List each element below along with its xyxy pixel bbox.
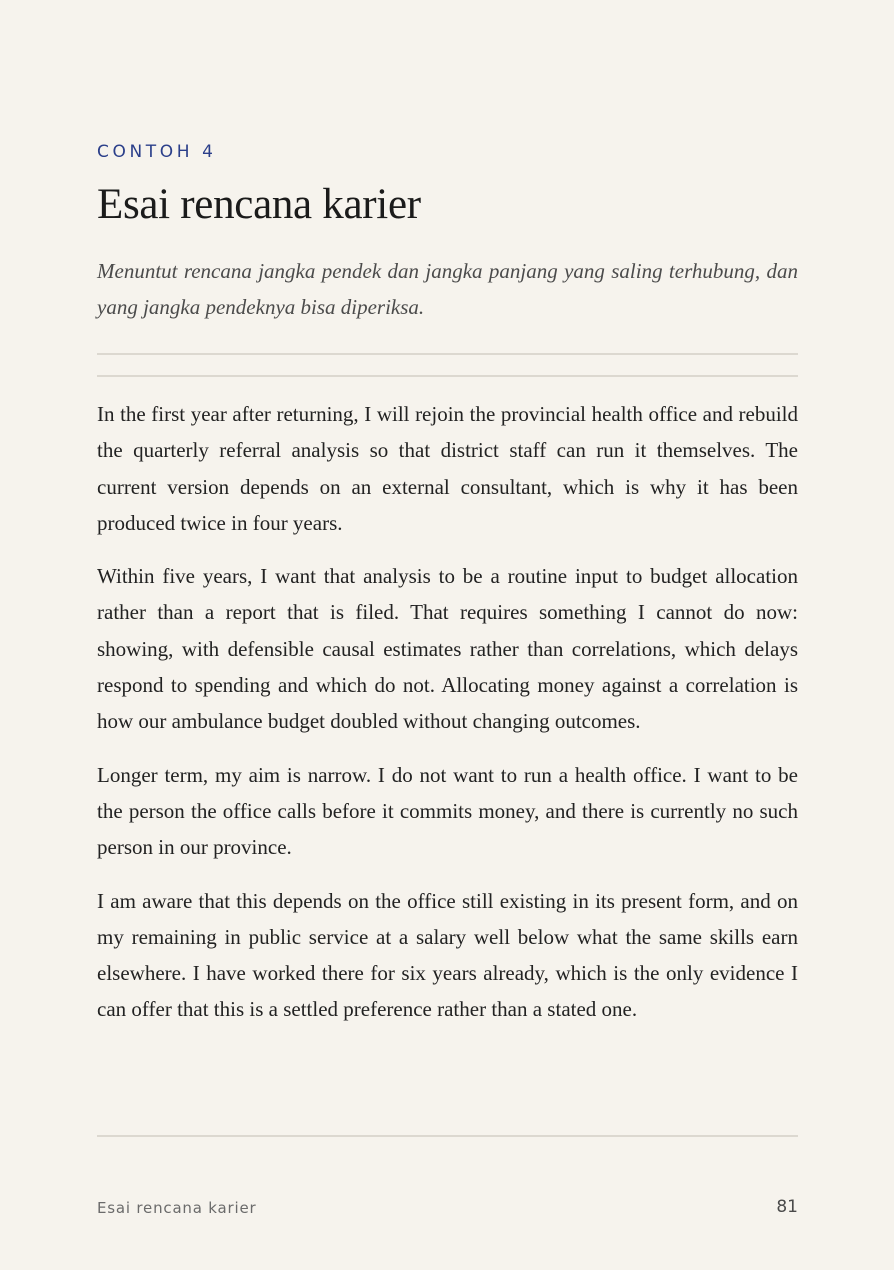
- divider-top-second: [97, 375, 798, 377]
- divider-bottom: [97, 1135, 798, 1137]
- essay-paragraph: In the first year after returning, I will rejoin the provincial health office and rebuild the quarterly referral analysis so that district staff can run it themselves. The current version depends on an external consultant, which is why it has been produced twice in four years.: [97, 402, 798, 535]
- book-page: [97, 0, 798, 1270]
- essay-body: [97, 396, 798, 1045]
- page-subtitle: Menuntut rencana jangka pendek dan jangka panjang yang saling terhubung, dan yang jangka pendeknya bisa diperiksa.: [97, 259, 798, 319]
- page-number: 81: [776, 1197, 798, 1217]
- essay-paragraph: Within five years, I want that analysis to be a routine input to budget allocation rather than a report that is filed. That requires something I cannot do now: showing, with defensible causal estimates rather than correlations, which delays respond to spending and which do not. Allocating money against a correlation is how our ambulance budget doubled without changing outcomes.: [97, 564, 798, 734]
- divider-top: [97, 353, 798, 355]
- example-label: CONTOH 4: [97, 142, 217, 162]
- essay-paragraph: Longer term, my aim is narrow. I do not want to run a health office. I want to be the person the office calls before it commits money, and there is currently no such person in our province.: [97, 762, 798, 860]
- running-title: Esai rencana karier: [97, 1199, 257, 1217]
- essay-paragraph: I am aware that this depends on the office still existing in its present form, and on my remaining in public service at a salary well below what the same skills earn elsewhere. I have worked there for six years already, which is the only evidence I can offer that this is a settled preference rather than a stated one.: [97, 888, 798, 1022]
- page-title: Esai rencana karier: [97, 181, 421, 228]
